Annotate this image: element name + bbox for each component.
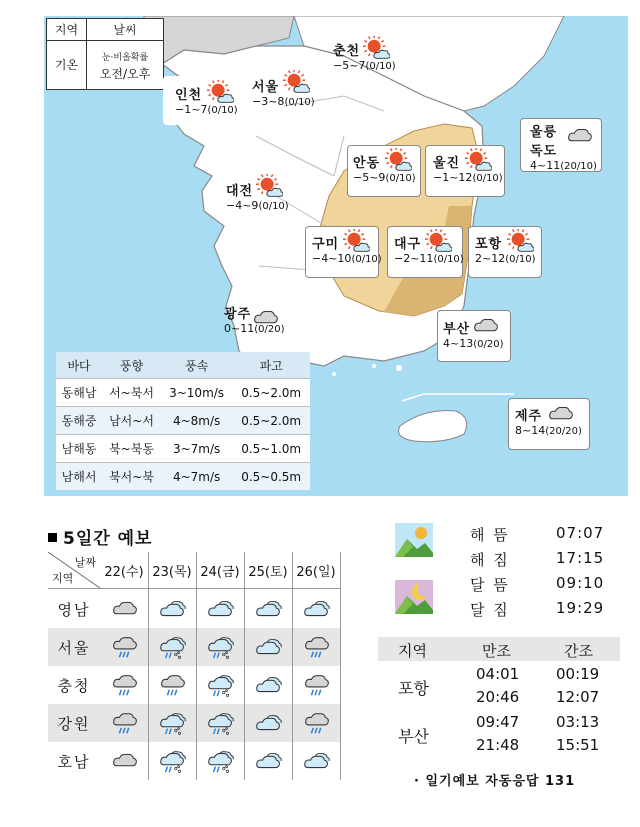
city-temp: 8~14(20/20) <box>515 424 582 437</box>
cloud-icon <box>566 124 594 154</box>
tide-high: 21:48 <box>476 736 520 754</box>
tide-low: 15:51 <box>556 736 600 754</box>
forecast-divider <box>196 552 197 780</box>
sun-cloud-icon <box>424 229 452 259</box>
corner-date-label: 날짜 <box>74 556 96 569</box>
forecast-divider <box>148 552 149 780</box>
city-temp: −1~12(0/10) <box>433 171 503 184</box>
forecast-title: 5일간 예보 <box>48 524 152 549</box>
city-name: 안동 <box>353 156 381 171</box>
tide-header-region: 지역 <box>398 642 427 660</box>
forecast-day: 25(토) <box>248 564 288 580</box>
city-name: 제주 <box>515 409 543 424</box>
city-temp: −2~11(0/10) <box>394 252 464 265</box>
city-temp: −5~9(0/10) <box>353 171 416 184</box>
city-name: 포항 <box>475 237 503 252</box>
moonset-time: 19:29 <box>556 599 605 617</box>
forecast-divider <box>244 552 245 780</box>
sea-row <box>56 407 310 435</box>
rain-snow-icon <box>206 635 236 665</box>
sun-cloud-icon <box>506 229 534 259</box>
forecast-phone-note: · 일기예보 자동응답 131 <box>414 774 576 789</box>
city-name-2: 독도 <box>530 144 558 159</box>
rain-snow-icon <box>206 711 236 741</box>
sunset-label: 해 짐 <box>470 551 510 569</box>
city-name: 광주 <box>224 307 252 322</box>
forecast-region: 호남 <box>57 752 91 771</box>
city-name: 부산 <box>443 322 471 337</box>
rain-icon <box>110 711 140 741</box>
cloud-icon <box>472 314 500 344</box>
sea-cell: 북서~북 <box>102 463 161 491</box>
clouds-icon <box>254 597 284 627</box>
moon-illustration <box>395 580 433 614</box>
city-name: 서울 <box>252 80 280 95</box>
sea-cell: 0.5~0.5m <box>232 463 310 491</box>
map-legend <box>46 18 164 90</box>
sea-cell: 0.5~2.0m <box>232 407 310 435</box>
forecast-day: 26(일) <box>296 564 336 580</box>
legend-precip: 눈·비올확률 <box>101 53 149 63</box>
sun-cloud-icon <box>206 80 234 110</box>
cloud-icon <box>547 402 575 432</box>
sea-cell: 남해서 <box>56 463 102 491</box>
sea-cell: 서~북서 <box>102 379 161 407</box>
rain-snow-icon <box>206 749 236 779</box>
sun-cloud-icon <box>282 70 310 100</box>
city-name: 구미 <box>312 237 340 252</box>
forecast-row <box>48 742 340 780</box>
sea-cell: 4~7m/s <box>161 463 232 491</box>
rain-icon <box>110 673 140 703</box>
city-temp: 2~12(0/10) <box>475 252 536 265</box>
sea-cell: 3~7m/s <box>161 435 232 463</box>
city-temp: −1~7(0/10) <box>175 103 238 116</box>
sea-header: 파고 <box>232 352 310 379</box>
tide-region: 포항 <box>398 679 429 698</box>
city-name: 대구 <box>394 237 422 252</box>
city-temp: −5~7(0/10) <box>333 59 396 72</box>
clouds-icon <box>254 749 284 779</box>
city-temp: 0~11(0/20) <box>224 322 285 335</box>
city-temp: −4~9(0/10) <box>226 199 289 212</box>
forecast-divider <box>292 552 293 780</box>
forecast-row <box>48 628 340 666</box>
city-name: 울진 <box>433 156 461 171</box>
sea-row <box>56 435 310 463</box>
sun-cloud-icon <box>255 174 283 204</box>
sea-cell: 0.5~1.0m <box>232 435 310 463</box>
forecast-region: 충청 <box>57 676 91 695</box>
rain-icon <box>302 635 332 665</box>
city-temp: −4~10(0/10) <box>312 252 382 265</box>
sea-cell: 4~8m/s <box>161 407 232 435</box>
sea-cell: 남해동 <box>56 435 102 463</box>
sea-header: 풍향 <box>102 352 161 379</box>
city-temp: −3~8(0/10) <box>252 95 315 108</box>
rain-snow-icon <box>158 635 188 665</box>
forecast-day: 24(금) <box>200 564 240 580</box>
sun-illustration <box>395 523 433 557</box>
city-name: 울릉 <box>530 125 558 140</box>
rain-icon <box>110 635 140 665</box>
moonrise-time: 09:10 <box>556 574 605 592</box>
forecast-region: 영남 <box>57 600 91 619</box>
moonset-label: 달 짐 <box>470 601 510 619</box>
forecast-row <box>48 704 340 742</box>
legend-region: 지역 <box>47 19 87 41</box>
forecast-divider <box>340 552 341 780</box>
sun-cloud-icon <box>342 229 370 259</box>
tide-header <box>378 637 620 661</box>
tide-region: 부산 <box>398 727 429 746</box>
rain-snow-icon <box>158 749 188 779</box>
sea-header: 바다 <box>56 352 102 379</box>
tide-low: 12:07 <box>556 688 600 706</box>
moonrise-label: 달 뜸 <box>470 576 510 594</box>
sea-cell: 동해남 <box>56 379 102 407</box>
sunset-time: 17:15 <box>556 549 605 567</box>
clouds-icon <box>254 711 284 741</box>
city-name: 춘천 <box>333 44 361 59</box>
sea-cell: 3~10m/s <box>161 379 232 407</box>
sea-cell: 0.5~2.0m <box>232 379 310 407</box>
city-temp: 4~13(0/20) <box>443 337 504 350</box>
clouds-icon <box>302 749 332 779</box>
tide-low: 03:13 <box>556 713 600 731</box>
city-temp: 4~11(20/10) <box>530 159 597 172</box>
clouds-icon <box>158 597 188 627</box>
sea-cell: 동해중 <box>56 407 102 435</box>
sun-cloud-icon <box>362 36 390 66</box>
rain-snow-icon <box>158 711 188 741</box>
sun-cloud-icon <box>464 148 492 178</box>
sunrise-label: 해 뜸 <box>470 526 510 544</box>
cloud-icon <box>252 306 280 336</box>
sea-row <box>56 463 310 491</box>
rain-icon <box>158 673 188 703</box>
tide-high: 20:46 <box>476 688 520 706</box>
forecast-row <box>48 590 340 628</box>
rain-snow-icon <box>206 673 236 703</box>
rain-icon <box>302 711 332 741</box>
forecast-header-row <box>48 552 340 589</box>
clouds-icon <box>206 597 236 627</box>
legend-ampm: 오전/오후 <box>99 67 151 81</box>
corner-region-label: 지역 <box>52 572 74 585</box>
sea-conditions-table <box>56 352 310 482</box>
cloud-icon <box>110 749 140 779</box>
forecast-row <box>48 666 340 704</box>
cloud-icon <box>110 597 140 627</box>
forecast-day: 23(목) <box>152 564 192 580</box>
clouds-icon <box>254 635 284 665</box>
sea-row <box>56 379 310 407</box>
city-name: 대전 <box>226 184 254 199</box>
forecast-region: 강원 <box>57 714 91 733</box>
clouds-icon <box>254 673 284 703</box>
tide-high: 04:01 <box>476 665 520 683</box>
rain-icon <box>302 673 332 703</box>
sea-header: 풍속 <box>161 352 232 379</box>
sun-cloud-icon <box>384 148 412 178</box>
forecast-region: 서울 <box>57 638 91 657</box>
city-name: 인천 <box>175 88 203 103</box>
forecast-corner <box>48 552 100 588</box>
legend-weather: 날씨 <box>87 19 163 41</box>
sea-cell: 남서~서 <box>102 407 161 435</box>
clouds-icon <box>302 597 332 627</box>
sea-cell: 북~북동 <box>102 435 161 463</box>
tide-high: 09:47 <box>476 713 520 731</box>
sunrise-time: 07:07 <box>556 524 605 542</box>
tide-low: 00:19 <box>556 665 600 683</box>
forecast-day: 22(수) <box>104 564 144 580</box>
legend-temp: 기온 <box>47 41 87 89</box>
tide-header-low: 간조 <box>564 642 593 660</box>
tide-header-high: 만조 <box>482 642 511 660</box>
